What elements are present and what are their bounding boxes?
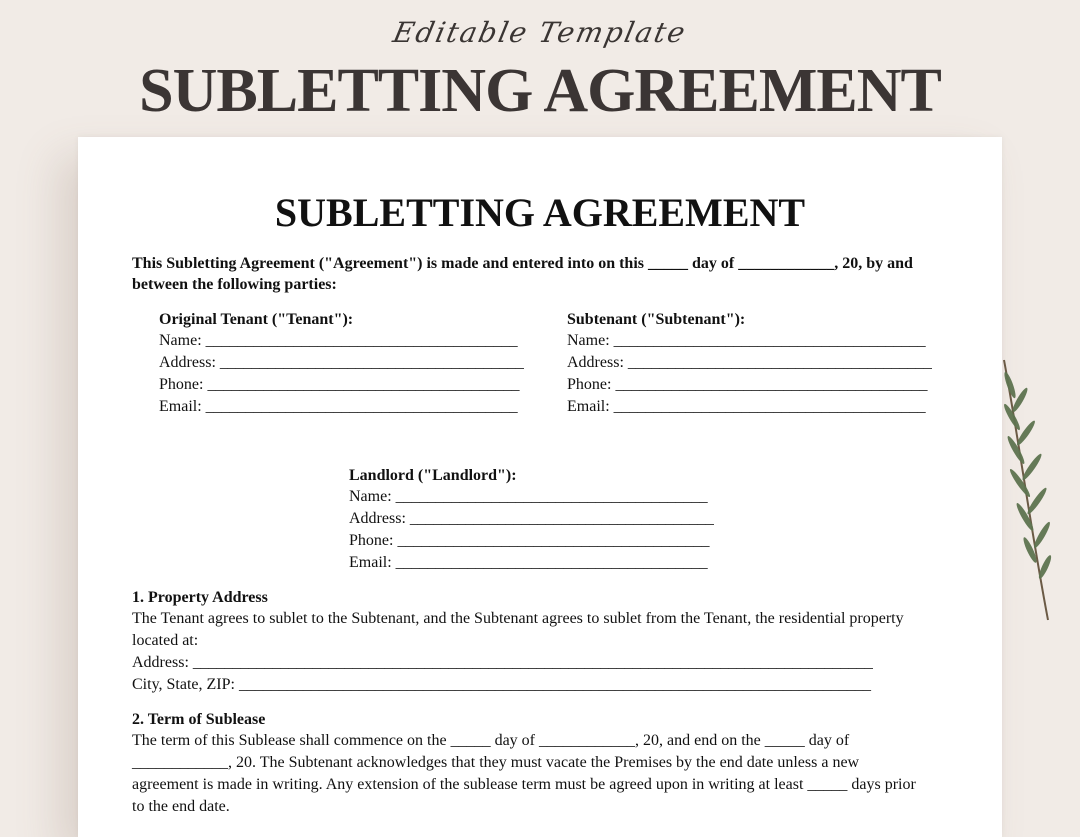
landlord-phone-field[interactable]: Phone: _______________________________________ xyxy=(349,532,710,549)
intro-line-1: This Subletting Agreement ("Agreement") is made and entered into on this _____ day of ____________, 20, by and xyxy=(132,255,913,272)
tenant-name-field[interactable]: Name: _______________________________________ xyxy=(159,332,518,349)
landlord-heading: Landlord ("Landlord"): xyxy=(349,467,517,484)
section-2-line-2: ____________, 20. The Subtenant acknowledges that they must vacate the Premises by the end date unless a new xyxy=(132,754,860,771)
section-2-line-3: agreement is made in writing. Any extension of the sublease term must be agreed upon in writing at least _____ days prior xyxy=(132,776,916,793)
section-1-body-line-1: The Tenant agrees to sublet to the Subtenant, and the Subtenant agrees to sublet from the Tenant, the residential property xyxy=(132,610,904,627)
section-2-line-1: The term of this Sublease shall commence on the _____ day of ____________, 20, and end on the _____ day of xyxy=(132,732,850,749)
intro-line-2: between the following parties: xyxy=(132,276,337,293)
subtenant-name-field[interactable]: Name: _______________________________________ xyxy=(567,332,926,349)
section-2-line-4: to the end date. xyxy=(132,798,230,815)
tenant-phone-field[interactable]: Phone: _______________________________________ xyxy=(159,376,520,393)
section-1-heading: 1. Property Address xyxy=(132,589,268,606)
landlord-email-field[interactable]: Email: _______________________________________ xyxy=(349,554,708,571)
landlord-name-field[interactable]: Name: _______________________________________ xyxy=(349,488,708,505)
banner-title: SUBLETTING AGREEMENT xyxy=(139,57,941,125)
property-city-field[interactable]: City, State, ZIP: _______________________________________________________________________________ xyxy=(132,676,871,693)
section-1-body-line-2: located at: xyxy=(132,632,199,649)
subtenant-heading: Subtenant ("Subtenant"): xyxy=(567,311,746,328)
property-address-field[interactable]: Address: _____________________________________________________________________________________ xyxy=(132,654,873,671)
subtenant-phone-field[interactable]: Phone: _______________________________________ xyxy=(567,376,928,393)
landlord-address-field[interactable]: Address: ______________________________________ xyxy=(349,510,714,527)
script-title: Editable Template xyxy=(390,16,690,49)
tenant-email-field[interactable]: Email: _______________________________________ xyxy=(159,398,518,415)
subtenant-email-field[interactable]: Email: _______________________________________ xyxy=(567,398,926,415)
section-2-heading: 2. Term of Sublease xyxy=(132,711,266,728)
subtenant-address-field[interactable]: Address: ______________________________________ xyxy=(567,354,932,371)
tenant-heading: Original Tenant ("Tenant"): xyxy=(159,311,354,328)
tenant-address-field[interactable]: Address: ______________________________________ xyxy=(159,354,524,371)
rosemary-sprig xyxy=(990,355,1060,625)
document-title: SUBLETTING AGREEMENT xyxy=(274,190,806,235)
